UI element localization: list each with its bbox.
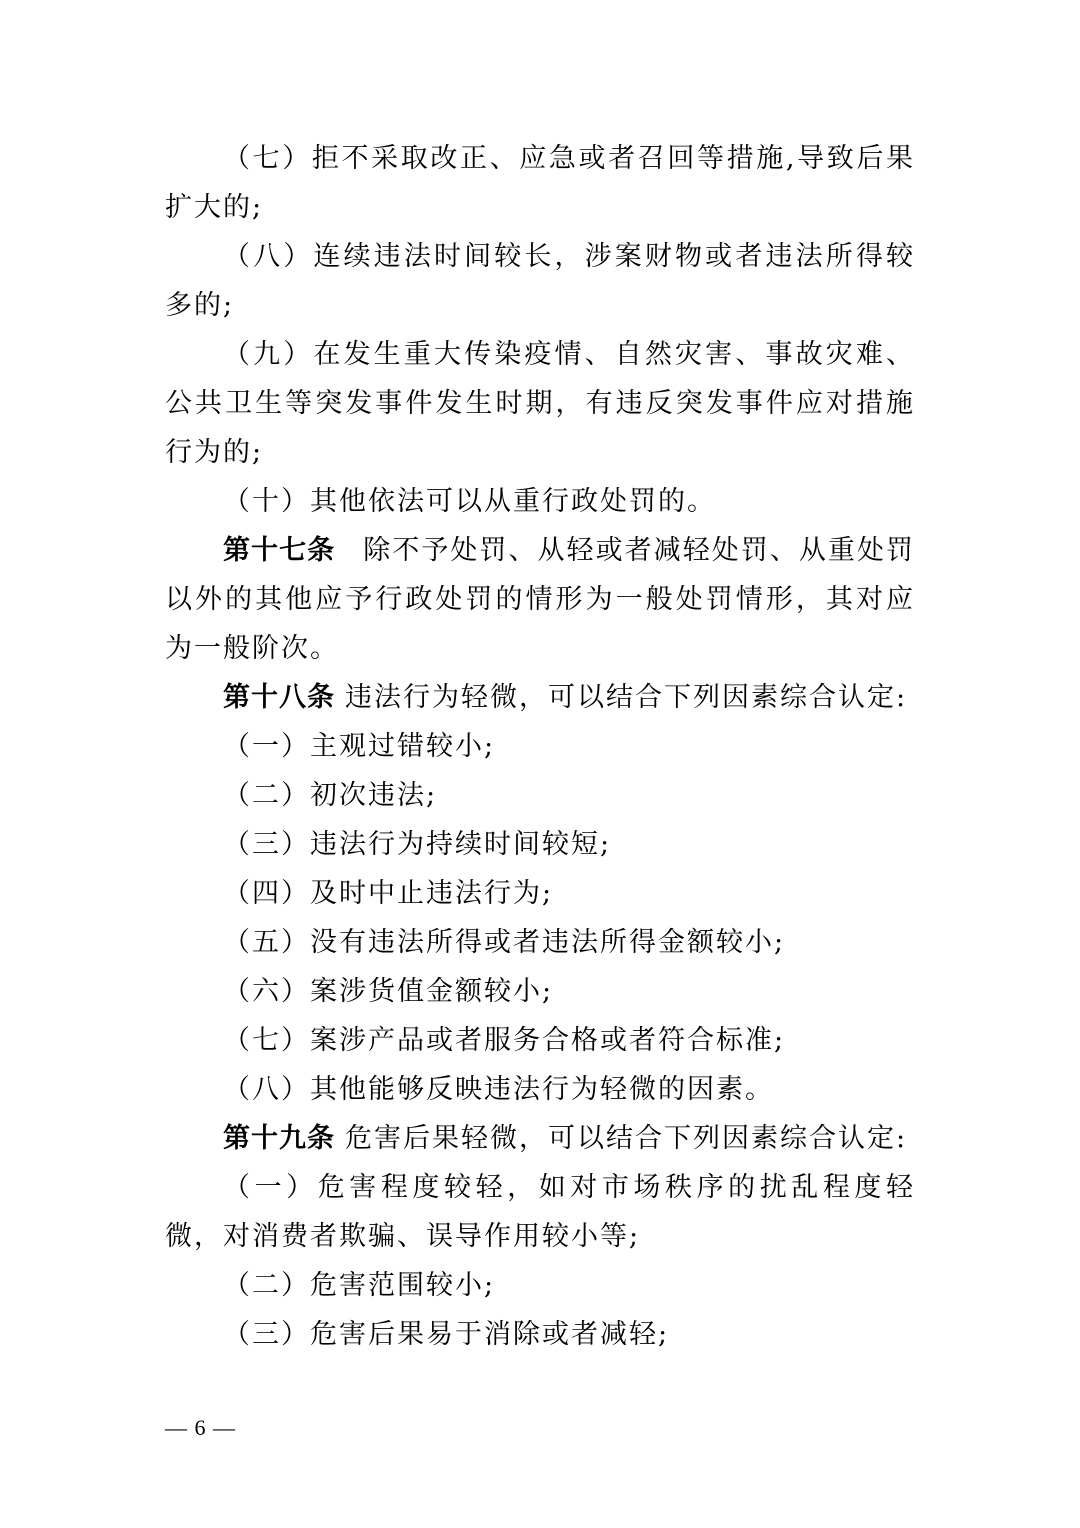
clause-text: （二）初次违法; — [223, 780, 438, 811]
clause-paragraph — [165, 134, 915, 232]
clause-paragraph — [165, 232, 915, 330]
clause-text: （七）案涉产品或者服务合格或者符合标准; — [223, 1025, 786, 1056]
clause-text: （一）主观过错较小; — [223, 731, 496, 762]
clause-text: （九）在发生重大传染疫情、自然灾害、事故灾难、公共卫生等突发事件发生时期，有违反突发事件应对措施行为的; — [165, 339, 915, 468]
clause-text: （八）其他能够反映违法行为轻微的因素。 — [223, 1074, 774, 1105]
article-text: 除不予处罚、从轻或者减轻处罚、从重处罚以外的其他应予行政处罚的情形为一般处罚情形，其对应为一般阶次。 — [165, 535, 916, 664]
clause-text: （三）危害后果易于消除或者减轻; — [223, 1319, 670, 1350]
clause-paragraph — [165, 771, 915, 820]
article-title: 第十九条 — [223, 1123, 335, 1154]
article-17-paragraph — [165, 526, 915, 673]
clause-paragraph — [165, 1065, 915, 1114]
article-title: 第十七条 — [223, 535, 336, 566]
clause-paragraph — [165, 722, 915, 771]
document-body — [165, 134, 915, 1359]
clause-paragraph — [165, 330, 915, 477]
clause-text: （一）危害程度较轻，如对市场秩序的扰乱程度轻微，对消费者欺骗、误导作用较小等; — [165, 1172, 915, 1252]
article-18-paragraph — [165, 673, 915, 722]
article-19-paragraph — [165, 1114, 915, 1163]
clause-paragraph — [165, 1163, 915, 1261]
page-number: — 6 — — [165, 1415, 236, 1440]
clause-text: （七）拒不采取改正、应急或者召回等措施,导致后果扩大的; — [165, 143, 915, 223]
clause-paragraph — [165, 1310, 915, 1359]
clause-paragraph — [165, 1261, 915, 1310]
clause-paragraph — [165, 869, 915, 918]
clause-paragraph — [165, 820, 915, 869]
clause-paragraph — [165, 1016, 915, 1065]
clause-text: （八）连续违法时间较长，涉案财物或者违法所得较多的; — [165, 241, 915, 321]
clause-text: （十）其他依法可以从重行政处罚的。 — [223, 486, 716, 517]
article-text: 危害后果轻微，可以结合下列因素综合认定: — [345, 1123, 908, 1154]
clause-paragraph — [165, 477, 915, 526]
clause-text: （六）案涉货值金额较小; — [223, 976, 554, 1007]
article-text: 违法行为轻微，可以结合下列因素综合认定: — [345, 682, 908, 713]
clause-text: （二）危害范围较小; — [223, 1270, 496, 1301]
clause-paragraph — [165, 918, 915, 967]
clause-text: （五）没有违法所得或者违法所得金额较小; — [223, 927, 786, 958]
clause-text: （三）违法行为持续时间较短; — [223, 829, 612, 860]
clause-paragraph — [165, 967, 915, 1016]
article-title: 第十八条 — [223, 682, 335, 713]
clause-text: （四）及时中止违法行为; — [223, 878, 554, 909]
